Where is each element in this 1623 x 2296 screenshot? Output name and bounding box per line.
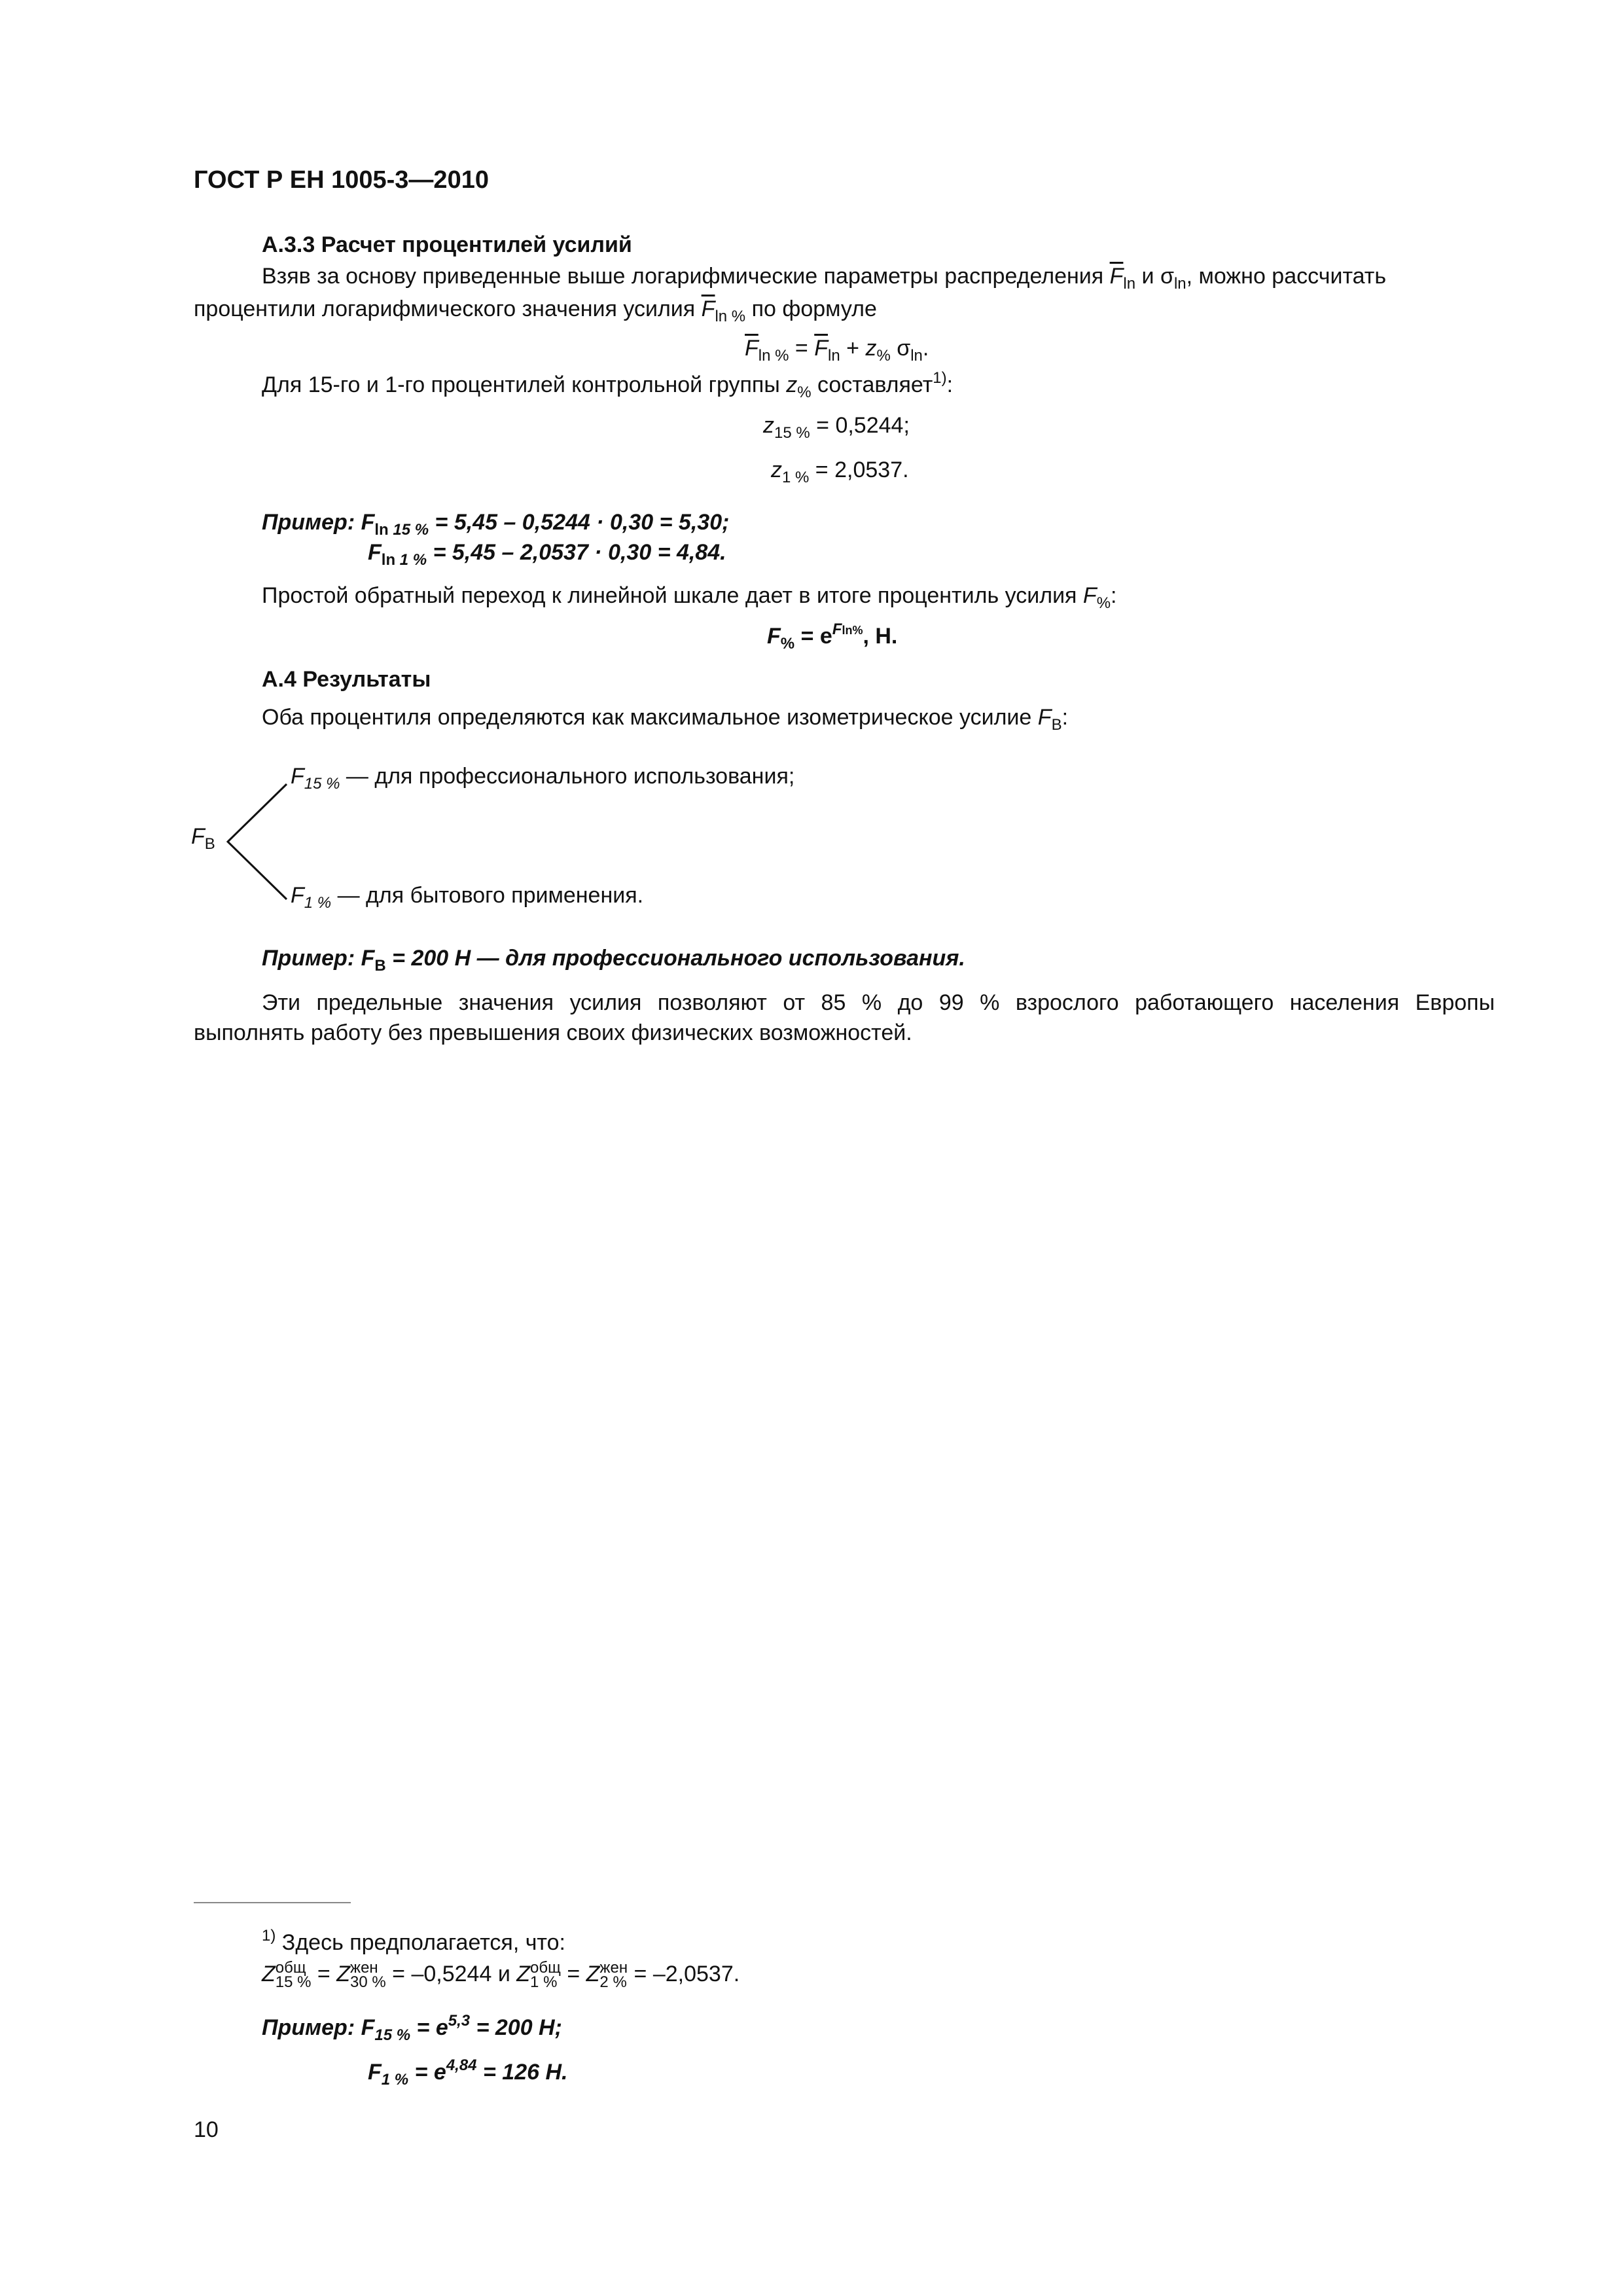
results-para-line1: Эти предельные значения усилия позволяют от 85 % до 99 % взрослого работающего населения Европы xyxy=(262,990,1495,1015)
branch-household: $F_{1 \%}$ — для бытового применения. xyxy=(291,883,644,912)
formula-exp-percentile: $F_{\%} = e^{Fln\%}$, Н. xyxy=(767,620,898,653)
formula-z1: $z_{1 \%} = 2,0537$. xyxy=(771,457,909,486)
section-a33-para-line1: Взяв за основу приведенные выше логарифмические параметры распределения $\overline{F}_{ln}$ и $\sigma_{ln}$, можно рассчитать xyxy=(262,264,1387,293)
section-a33-para-line2: процентили логарифмического значения усилия $\overline{F}_{ln \%}$ по формуле xyxy=(194,296,877,325)
example-a33-line1: Пример: $F_{ln}$ $_{15 \%}$ = 5,45 – 0,5244 · 0,30 = 5,30; xyxy=(262,510,730,539)
section-a33-para-line3: Для 15-го и 1-го процентилей контрольной группы $z_{\%}$ составляет$^{1)}$: xyxy=(262,369,954,401)
section-a33-para-line4: Простой обратный переход к линейной шкале дает в итоге процентиль усилия $F_{\%}$: xyxy=(262,583,1117,612)
footnote-intro: $^{1)}$ Здесь предполагается, что: xyxy=(262,1927,565,1955)
formula-ln-percentile: $\overline{F}_{ln \%} = \overline{F}_{ln} + z_{\%}$ $\sigma_{ln}$. xyxy=(745,336,929,365)
branch-professional: $F_{15 \%}$ — для профессионального использования; xyxy=(291,764,795,793)
section-a4-para: Оба процентиля определяются как максимальное изометрическое усилие $F_B$: xyxy=(262,705,1069,734)
formula-z15: $z_{15 \%} = 0,5244$; xyxy=(763,413,910,442)
branch-diagram-lines xyxy=(223,779,294,910)
example-a33-line2: $F_{ln}$ $_{1 \%}$ = 5,45 – 2,0537 · 0,30 = 4,84. xyxy=(368,540,726,569)
footnote-example-line1: Пример: $F_{15 \%} = e^{5,3} = 200$ Н; xyxy=(262,2012,562,2044)
section-a4-title: А.4 Результаты xyxy=(262,667,431,692)
document-header: ГОСТ Р ЕН 1005-3—2010 xyxy=(194,166,489,194)
footnote-formula: Zобщ 15 % = Zжен 30 % = –0,5244 и Zобщ 1 % = Zжен 2 % = –2,0537. xyxy=(262,1959,740,1992)
fb-label: $F_B$ xyxy=(191,824,215,853)
example-a4: Пример: $F_B = 200$ Н — для профессионального использования. xyxy=(262,946,965,975)
footnote-rule xyxy=(194,1902,351,1903)
page-number: 10 xyxy=(194,2117,219,2142)
footnote-example-line2: $F_{1 \%} = e^{4,84} = 126$ Н. xyxy=(368,2056,568,2089)
results-para-line2: выполнять работу без превышения своих физических возможностей. xyxy=(194,1020,912,1045)
section-a33-title: А.3.3 Расчет процентилей усилий xyxy=(262,232,632,257)
